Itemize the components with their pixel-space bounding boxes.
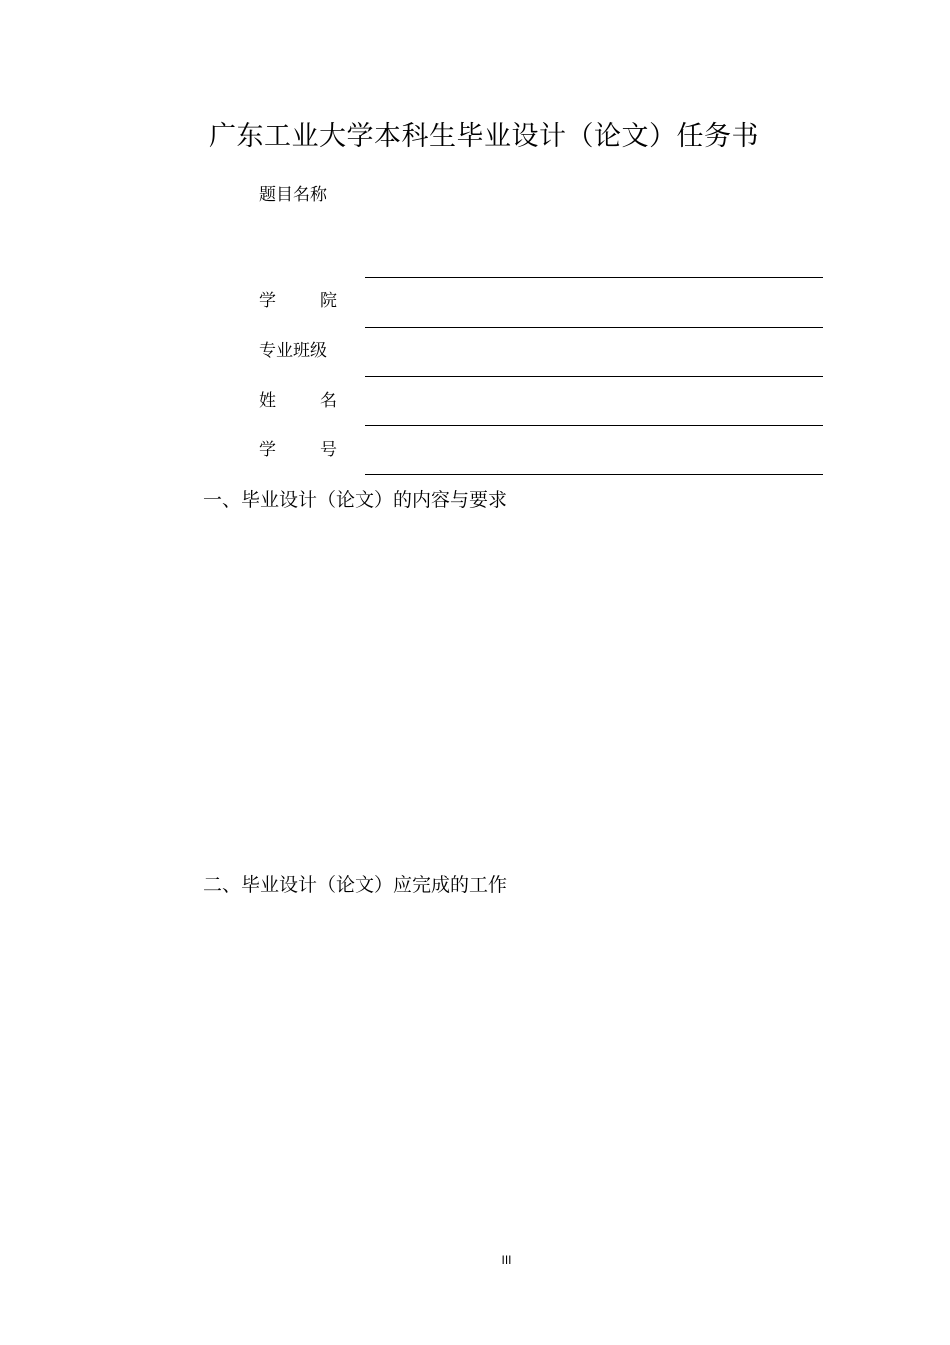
major-class-label: 专业班级 — [259, 341, 327, 361]
college-row — [259, 289, 823, 313]
student-id-underline — [365, 474, 823, 475]
topic-underline — [365, 277, 823, 278]
name-label: 姓 名 — [259, 391, 337, 411]
topic-label: 题目名称 — [259, 185, 327, 205]
college-underline — [365, 327, 823, 328]
page-number: III — [501, 1253, 512, 1267]
student-id-label: 学 号 — [259, 440, 337, 460]
college-label: 学 院 — [259, 291, 337, 311]
name-value[interactable] — [365, 389, 823, 413]
section-heading-work-to-complete: 二、毕业设计（论文）应完成的工作 — [203, 874, 508, 896]
page-title: 广东工业大学本科生毕业设计（论文）任务书 — [209, 121, 759, 152]
college-value[interactable] — [365, 289, 823, 313]
major-class-underline — [365, 376, 823, 377]
student-id-value[interactable] — [365, 438, 823, 462]
name-underline — [365, 425, 823, 426]
section-heading-content-requirements: 一、毕业设计（论文）的内容与要求 — [203, 489, 508, 511]
major-class-row — [259, 339, 823, 363]
major-class-value[interactable] — [365, 339, 823, 363]
student-id-row — [259, 438, 823, 462]
name-row — [259, 389, 823, 413]
topic-value[interactable] — [365, 183, 823, 207]
